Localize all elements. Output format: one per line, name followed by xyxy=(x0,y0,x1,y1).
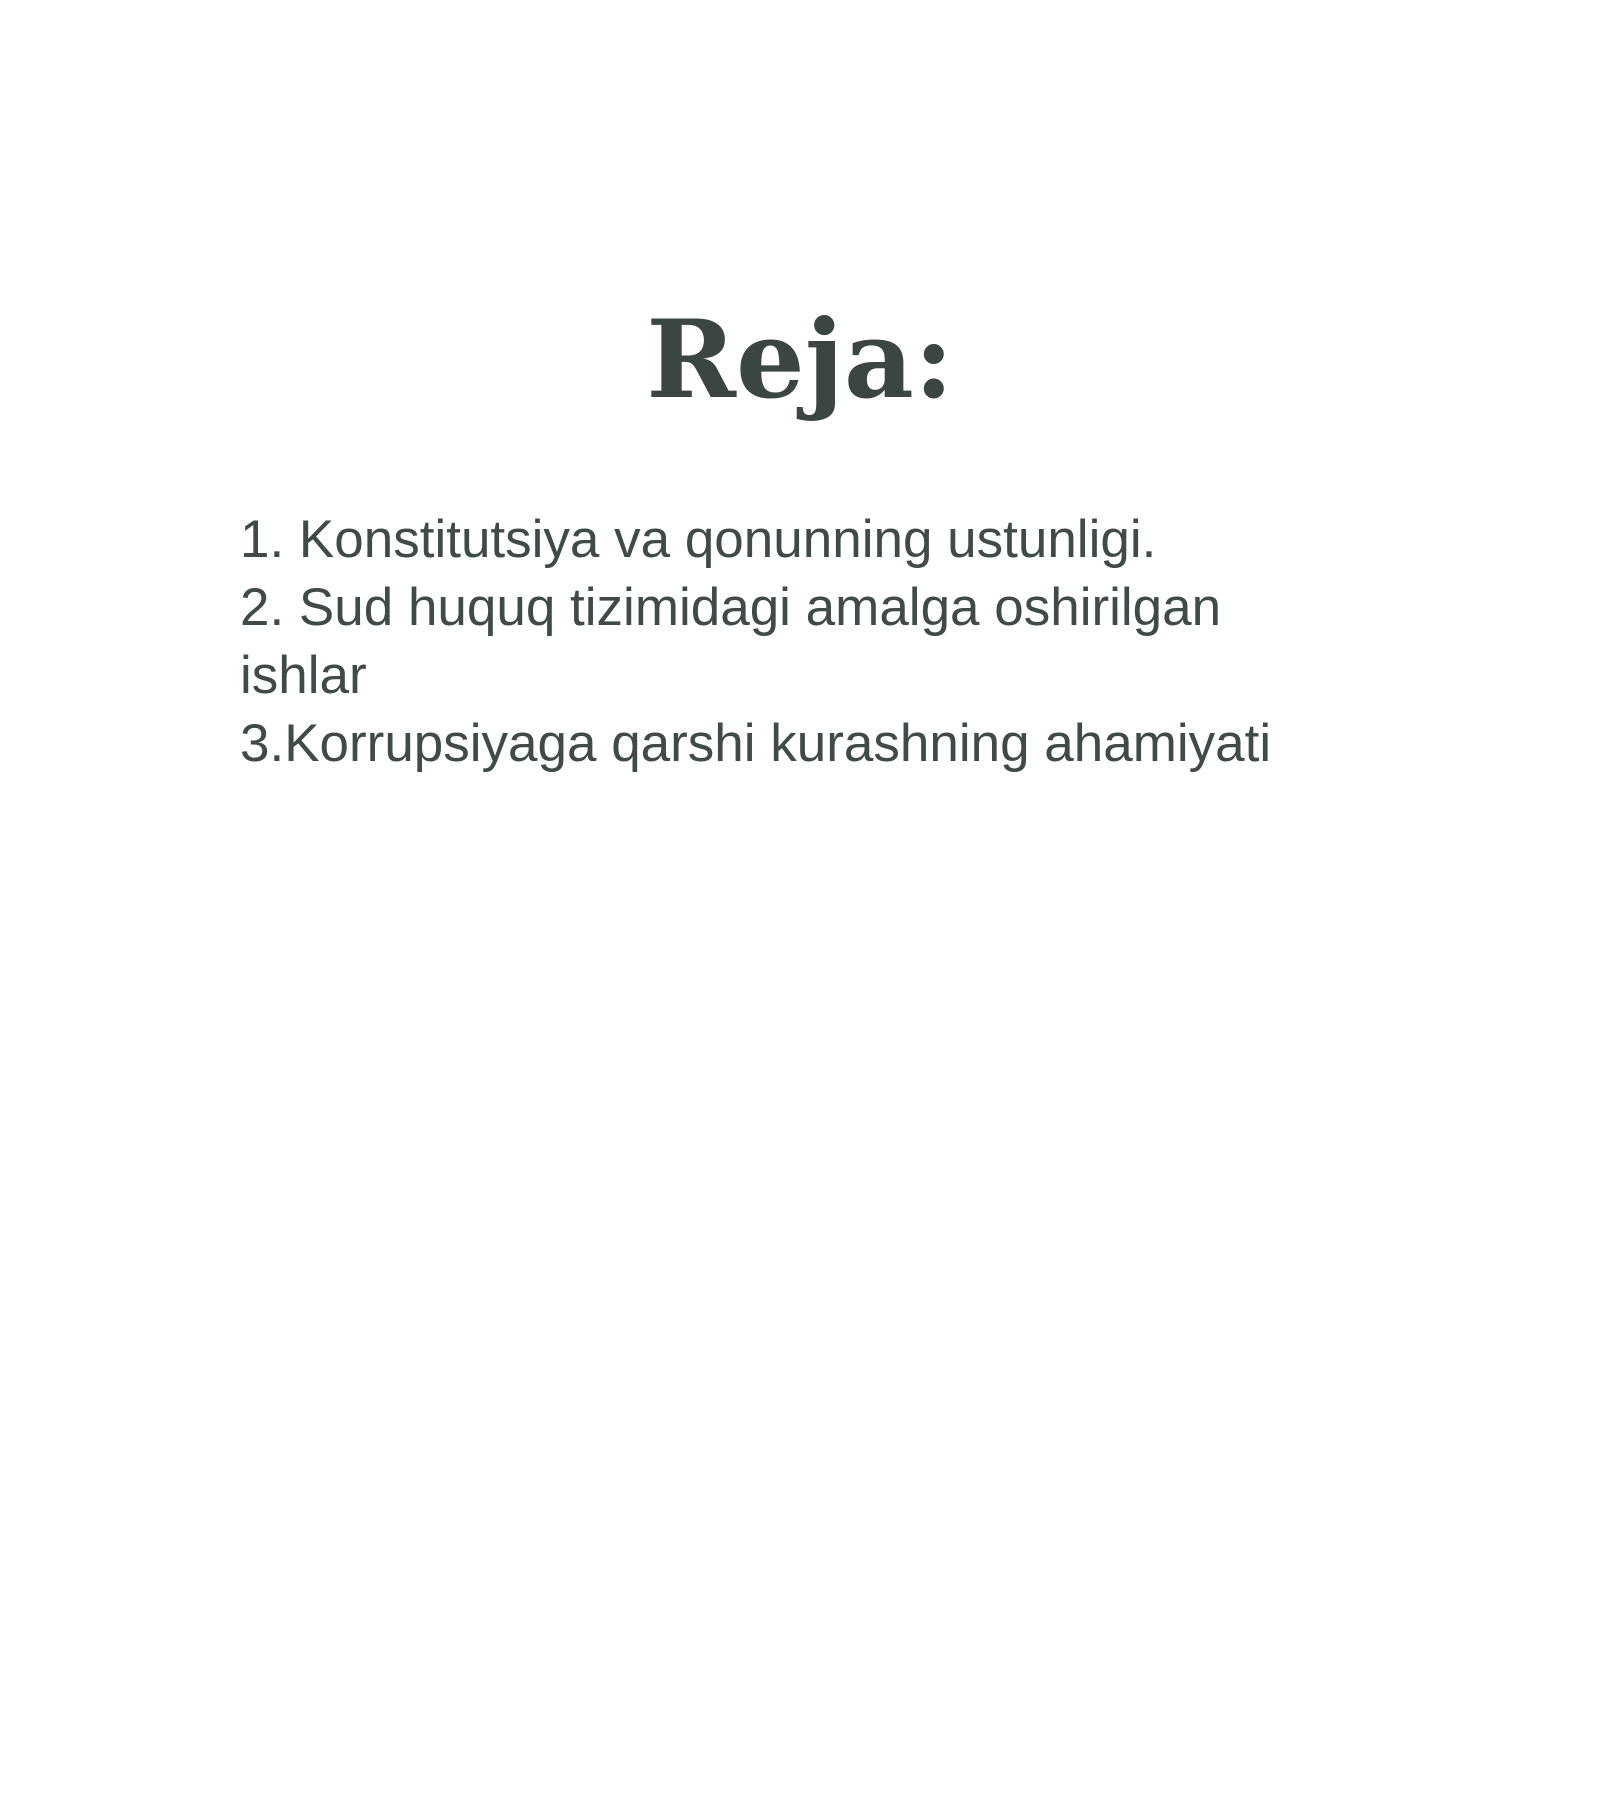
plan-item-2-line-2: ishlar xyxy=(240,646,367,705)
plan-item-2-line-1: 2. Sud huquq tizimidagi amalga oshirilgan xyxy=(240,578,1222,637)
plan-list xyxy=(240,506,1380,778)
plan-item-2 xyxy=(240,574,1380,710)
plan-item-3-line-1: 3.Korrupsiyaga qarshi kurashning ahamiyati xyxy=(240,714,1272,773)
plan-item-1 xyxy=(240,506,1380,574)
plan-item-1-line-1: 1. Konstitutsiya va qonunning ustunligi. xyxy=(240,510,1157,569)
page-title: Reja: xyxy=(646,297,954,423)
plan-item-3 xyxy=(240,710,1380,778)
